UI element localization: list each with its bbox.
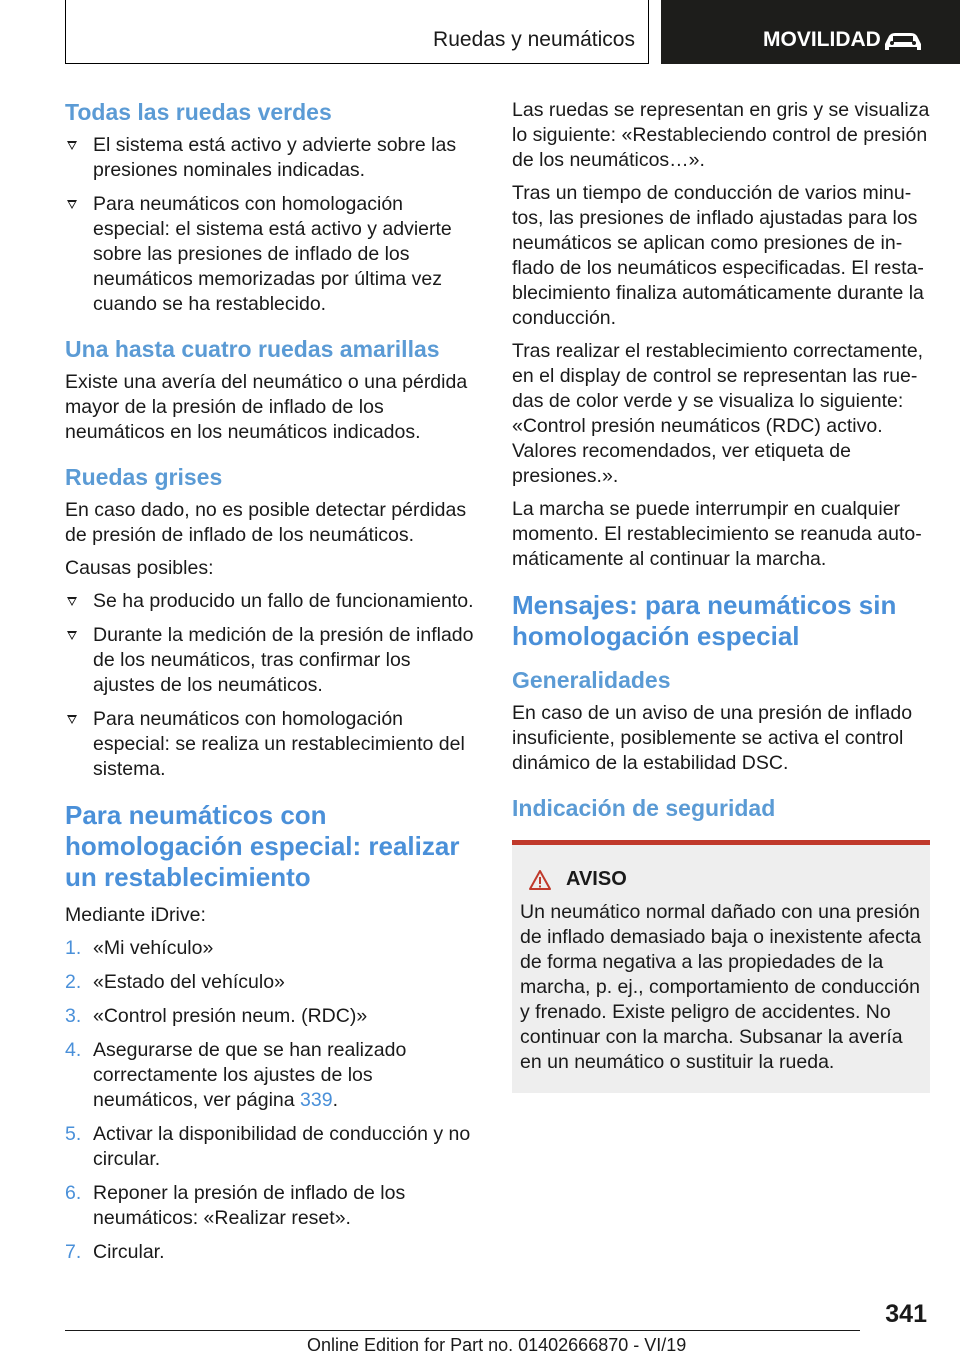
- step-item: 1. «Mi vehículo»: [65, 937, 214, 959]
- chapter-title: Ruedas y neumáticos: [433, 28, 635, 51]
- warning-title: AVISO: [566, 868, 627, 890]
- step-number: 6.: [65, 1182, 82, 1204]
- list-item: El sistema está activo y advierte sobre las presiones nominales indicadas.: [65, 133, 477, 183]
- step-item: 2. «Estado del vehículo»: [65, 971, 285, 993]
- page-number: 341: [885, 1300, 927, 1328]
- paragraph: Causas posibles:: [65, 557, 214, 579]
- list-item: Para neumáticos con homologación especial: el sistema está activo y advierte sobre las presiones de inflado de los neumáticos memorizadas por última vez cuando se ha restablecido.: [65, 192, 477, 317]
- list-verdes: [65, 133, 477, 317]
- step-item: 3. «Control presión neum. (RDC)»: [65, 1005, 368, 1027]
- triangle-bullet-icon: [67, 200, 77, 209]
- heading-mensajes: Mensajes: para neumáticos sin homologación especial: [512, 590, 897, 651]
- heading-amarillas: Una hasta cuatro ruedas amarillas: [65, 336, 440, 362]
- warning-triangle-icon: [528, 869, 552, 891]
- footer-rule: [65, 1330, 860, 1331]
- paragraph: En caso dado, no es posible detectar pérdidas de presión de inflado de los neumáticos.: [65, 499, 467, 546]
- paragraph: Tras un tiempo de conducción de varios minutos, las presiones de inflado ajustadas para los neumáticos se aplican como presiones de inflado de los neumáticos especificadas. El restablecimiento finaliza automáticamente durante la conducción.: [512, 182, 924, 329]
- warning-box: [512, 840, 930, 1093]
- list-item: Se ha producido un fallo de funcionamiento.: [65, 589, 477, 614]
- header-frame: [65, 0, 649, 64]
- warning-text: Un neumático normal dañado con una presión de inflado demasiado baja o inexistente afecta de forma negativa a las propiedades de la marcha, p. ej., comportamiento de conducción y frenado. Existe peligro de accidentes. No continuar con la marcha. Subsanar la avería en un neumático o sustituir la rueda.: [520, 901, 922, 1073]
- heading-restablecimiento: Para neumáticos con homologación especial: realizar un restablecimiento: [65, 800, 460, 892]
- paragraph: Las ruedas se representan en gris y se visualiza lo siguiente: «Restableciendo control de presión de los neumáticos…».: [512, 99, 930, 171]
- heading-todas-verdes: Todas las ruedas verdes: [65, 99, 332, 125]
- car-icon: [881, 30, 925, 54]
- list-item: Para neumáticos con homologación especial: se realiza un restablecimiento del sistema.: [65, 707, 477, 782]
- steps-list: [65, 936, 477, 1265]
- paragraph: Tras realizar el restablecimiento correctamente, en el display de control se representan las ruedas de color verde y se visualiza lo siguiente: «Control presión neumáticos (RDC) activo. Valores recomendados, ver etiqueta de presiones.».: [512, 340, 924, 487]
- heading-generalidades: Generalidades: [512, 667, 671, 693]
- triangle-bullet-icon: [67, 715, 77, 724]
- step-number: 2.: [65, 971, 82, 993]
- section-tab: [661, 0, 960, 64]
- paragraph: La marcha se puede interrumpir en cualquier momento. El restablecimiento se reanuda automáticamente al continuar la marcha.: [512, 498, 922, 570]
- paragraph: Existe una avería del neumático o una pérdida mayor de la presión de inflado de los neumáticos en los neumáticos indicados.: [65, 371, 468, 443]
- step-item: 5. Activar la disponibilidad de conducción y no circular.: [65, 1123, 471, 1170]
- heading-seguridad: Indicación de seguridad: [512, 795, 776, 821]
- page-link[interactable]: 339: [300, 1089, 333, 1111]
- left-column: [65, 98, 477, 1274]
- section-tab-label: MOVILIDAD: [763, 28, 881, 51]
- step-number: 1.: [65, 937, 82, 959]
- paragraph: Mediante iDrive:: [65, 904, 206, 926]
- triangle-bullet-icon: [67, 597, 77, 606]
- list-item: Durante la medición de la presión de inflado de los neumáticos, tras confirmar los ajustes de los neumáticos.: [65, 623, 477, 698]
- triangle-bullet-icon: [67, 141, 77, 150]
- step-number: 3.: [65, 1005, 82, 1027]
- edition-text: Online Edition for Part no. 01402666870 - VI/19: [307, 1335, 687, 1355]
- step-item: 4. Asegurarse de que se han realizado correctamente los ajustes de los neumáticos, ver página 339.: [65, 1039, 407, 1111]
- warning-header: [520, 867, 922, 892]
- triangle-bullet-icon: [67, 631, 77, 640]
- paragraph: En caso de un aviso de una presión de inflado insuficiente, posiblemente se activa el control dinámico de la estabilidad DSC.: [512, 702, 913, 774]
- step-item: 7. Circular.: [65, 1241, 165, 1263]
- step-number: 5.: [65, 1123, 82, 1145]
- heading-grises: Ruedas grises: [65, 464, 223, 490]
- right-column: [512, 98, 930, 1093]
- step-item: 6. Reponer la presión de inflado de los neumáticos: «Realizar reset».: [65, 1182, 406, 1229]
- list-causas: [65, 589, 477, 782]
- step-number: 4.: [65, 1039, 82, 1061]
- step-number: 7.: [65, 1241, 82, 1263]
